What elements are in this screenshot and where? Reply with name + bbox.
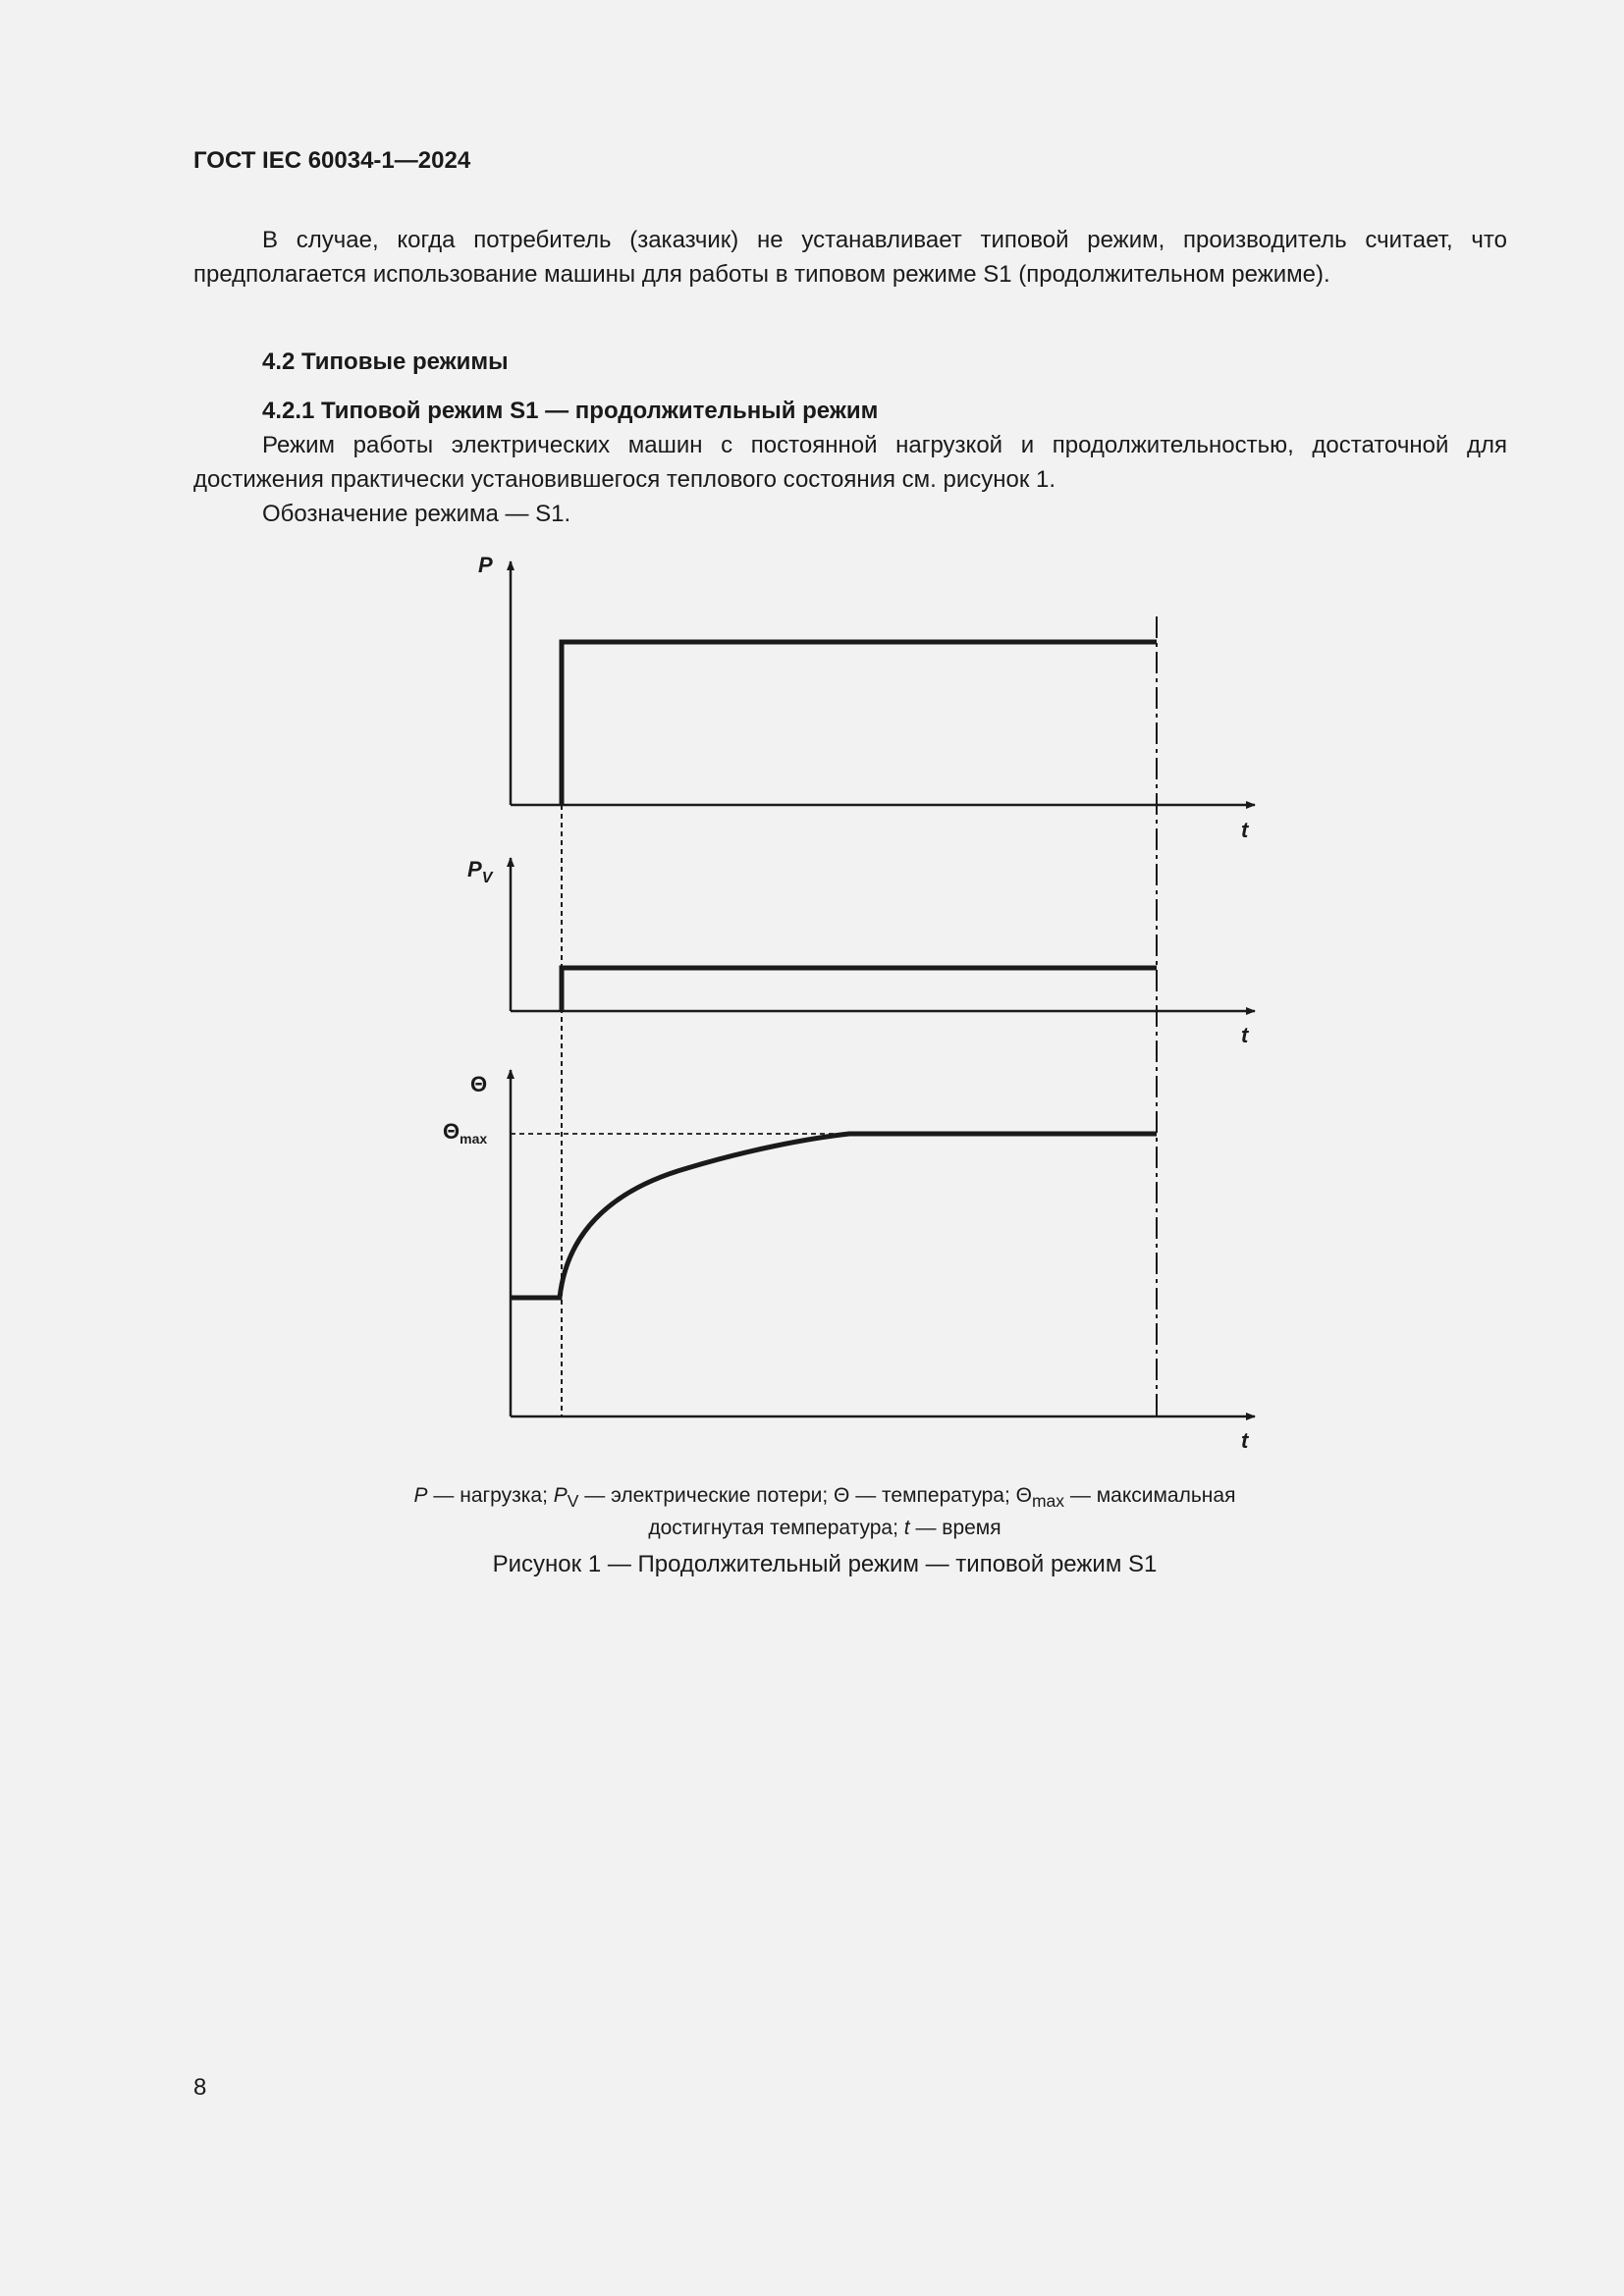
temperature-panel [443, 1070, 1255, 1453]
legend-p-text: — нагрузка; [427, 1484, 554, 1507]
legend-max-text: — максимальная [1064, 1484, 1236, 1507]
load-panel [478, 553, 1255, 842]
losses-curve [562, 968, 1157, 1011]
document-header: ГОСТ IEC 60034-1—2024 [193, 147, 471, 174]
losses-y-label-sub: V [481, 870, 493, 886]
legend-p-symbol: P [413, 1484, 428, 1507]
temperature-x-label: t [1241, 1428, 1249, 1453]
load-curve [562, 642, 1157, 805]
figure-legend-line-1 [373, 1482, 1276, 1515]
theta-max-symbol: Θ [443, 1119, 460, 1144]
paragraph-designation-text: Обозначение режима — S1. [262, 501, 571, 527]
paragraph-s1-description-text: Режим работы электрических машин с постоянной нагрузкой и продолжительностью, достаточной для достижения практически установившегося теплового состояния см. рисунок 1. [193, 432, 1507, 493]
losses-y-label-symbol: P [467, 857, 482, 881]
legend-line2-text: достигнутая температура; [648, 1517, 904, 1540]
losses-x-label: t [1241, 1023, 1249, 1047]
legend-pv-text: — электрические потери; Θ — температура; Θ [578, 1484, 1032, 1507]
figure-legend [373, 1482, 1276, 1542]
temperature-y-label: Θ [470, 1072, 488, 1096]
losses-panel [467, 857, 1255, 1047]
load-y-label: P [478, 553, 493, 577]
theta-max-label [443, 1119, 487, 1147]
legend-pv-sub: V [567, 1491, 579, 1512]
legend-t-symbol: t [903, 1517, 910, 1540]
temperature-curve [511, 1134, 1157, 1298]
section-heading-4-2: 4.2 Типовые режимы [262, 348, 509, 375]
page-number: 8 [193, 2074, 207, 2101]
section-heading-4-2-1: 4.2.1 Типовой режим S1 — продолжительный режим [262, 398, 879, 424]
theta-max-sub: max [460, 1131, 488, 1147]
losses-y-label [467, 857, 494, 886]
legend-pv-symbol: P [553, 1484, 568, 1507]
legend-max-sub: max [1031, 1491, 1065, 1512]
figure-title: Рисунок 1 — Продолжительный режим — типовой режим S1 [492, 1551, 1158, 1577]
paragraph-intro-text: В случае, когда потребитель (заказчик) не устанавливает типовой режим, производитель считает, что предполагается использование машины для работы в типовом режиме S1 (продолжительном режиме). [193, 227, 1507, 288]
figure-legend-line-2 [373, 1515, 1276, 1542]
legend-t-text: — время [909, 1517, 1001, 1540]
load-x-label: t [1241, 818, 1249, 842]
